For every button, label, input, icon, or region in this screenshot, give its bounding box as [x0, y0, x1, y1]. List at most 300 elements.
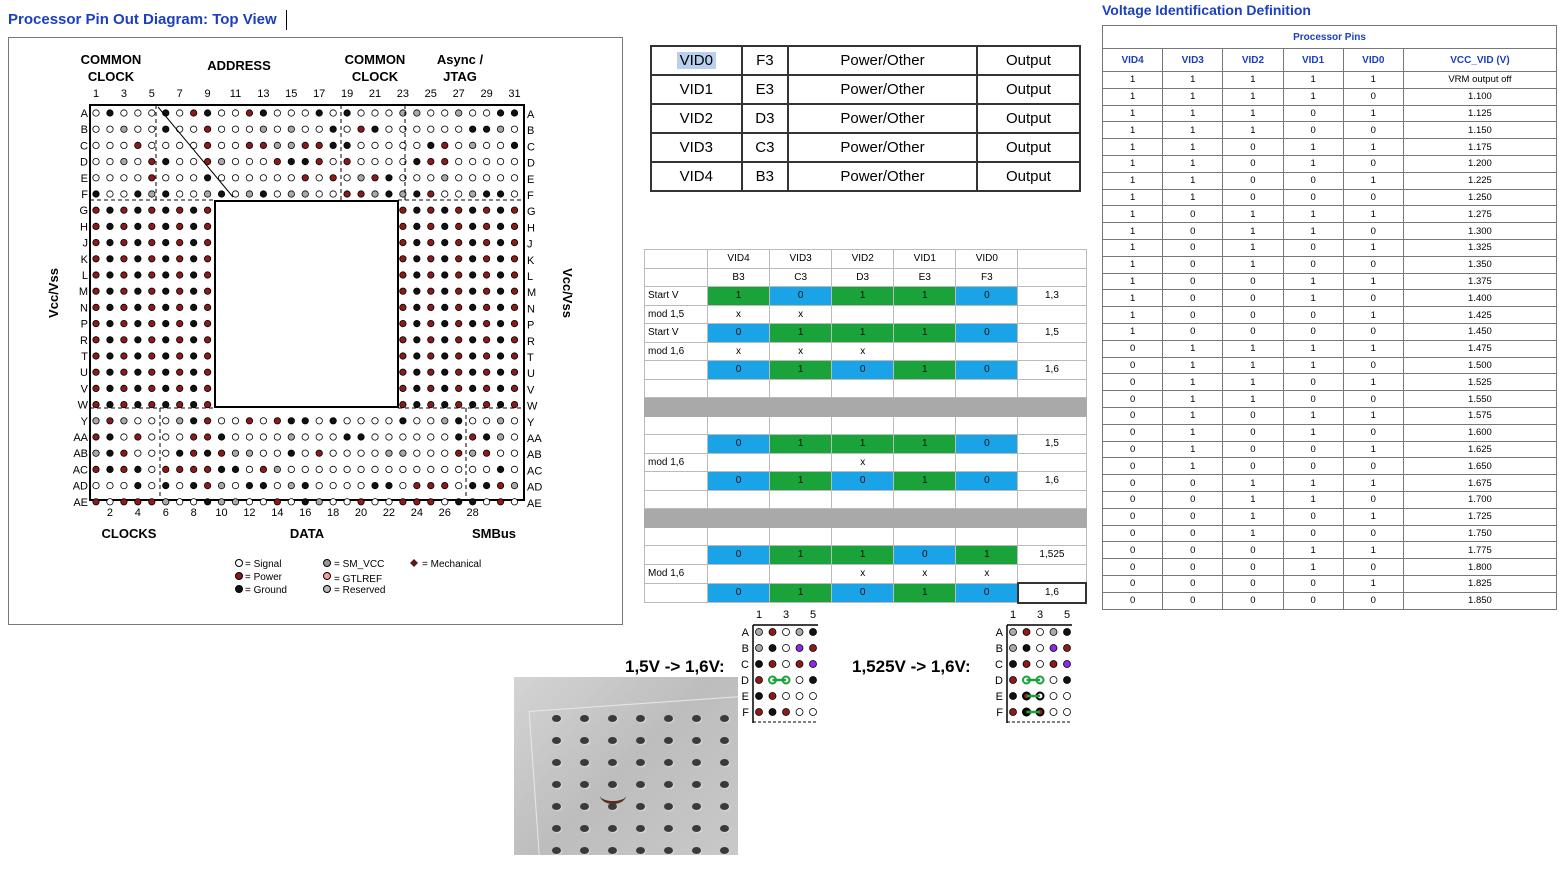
pin: [302, 110, 308, 116]
socket-hole: [608, 737, 617, 744]
pin: [232, 434, 238, 440]
mini-pin: [1037, 661, 1044, 668]
pin: [302, 191, 308, 197]
mini-row-label: C: [741, 659, 749, 671]
mod-row: [645, 564, 1087, 583]
mini-pin: [756, 629, 763, 636]
mod-cell: B3: [708, 268, 770, 287]
pin: [456, 142, 462, 148]
pin: [177, 175, 183, 181]
diagonal-marker: [158, 107, 233, 197]
pin: [469, 223, 475, 229]
pin: [400, 434, 406, 440]
row-label: E: [80, 172, 88, 185]
column-number: 28: [466, 507, 479, 519]
bottom-column-numbers: [107, 507, 479, 519]
vid-def-cell: 1: [1223, 105, 1283, 122]
vid-pin-cell: VID1: [651, 75, 742, 104]
mod-cell: 0: [956, 287, 1018, 306]
pin: [135, 450, 141, 456]
vid-def-row: [1103, 72, 1557, 89]
pin: [414, 223, 420, 229]
pin: [163, 207, 169, 213]
mod-cell: [894, 305, 956, 324]
mod-cell: x: [770, 305, 832, 324]
vid-def-cell: 1: [1343, 340, 1403, 357]
vid-def-row: [1103, 491, 1557, 508]
column-number: 26: [438, 507, 451, 519]
pin: [288, 482, 294, 488]
pin: [177, 369, 183, 375]
pin: [428, 142, 434, 148]
vid-def-row: [1103, 592, 1557, 609]
vid-pin-cell: D3: [742, 104, 788, 133]
pin: [163, 320, 169, 326]
socket-hole: [580, 715, 589, 722]
vid-def-cell: 1: [1283, 491, 1343, 508]
pin: [274, 191, 280, 197]
mod-cell: 1: [894, 287, 956, 306]
vid-def-cell: 0: [1223, 172, 1283, 189]
vid-def-cell: 1.625: [1403, 441, 1556, 458]
mod-cell: [832, 527, 894, 546]
pin: [121, 499, 127, 505]
vid-def-cell: 0: [1103, 357, 1163, 374]
vid-def-header: VID0: [1343, 49, 1403, 72]
mod-cell: [956, 342, 1018, 361]
vid-def-cell: 1.800: [1403, 559, 1556, 576]
pin: [93, 385, 99, 391]
vid-def-cell: 0: [1223, 307, 1283, 324]
pin: [428, 499, 434, 505]
pin: [107, 207, 113, 213]
vid-def-cell: 1.650: [1403, 458, 1556, 475]
pin: [511, 418, 517, 424]
mini-col-label: 3: [1036, 609, 1044, 621]
mod-cell: 1,5: [1018, 435, 1086, 454]
pin: [135, 207, 141, 213]
pin: [232, 126, 238, 132]
vid-def-cell: 1.475: [1403, 340, 1556, 357]
socket-hole: [692, 781, 701, 788]
vid-def-cell: 0: [1223, 424, 1283, 441]
mod-cell: [770, 527, 832, 546]
pin: [386, 482, 392, 488]
column-number: 18: [327, 507, 340, 519]
pin: [400, 401, 406, 407]
pin: [414, 158, 420, 164]
pin: [135, 288, 141, 294]
mini-pin: [810, 677, 817, 684]
mini-row-label: A: [741, 627, 749, 639]
vid-def-row: [1103, 88, 1557, 105]
pin: [414, 482, 420, 488]
pin: [135, 466, 141, 472]
column-number: 12: [243, 507, 256, 519]
mod-cell: mod 1,5: [645, 305, 708, 324]
pin: [121, 207, 127, 213]
mod-cell: 0: [956, 324, 1018, 343]
vid-def-cell: 1.175: [1403, 139, 1556, 156]
pin: [135, 499, 141, 505]
pin: [386, 418, 392, 424]
pin: [414, 126, 420, 132]
pin: [107, 450, 113, 456]
pin: [372, 482, 378, 488]
pin: [400, 223, 406, 229]
pin: [400, 466, 406, 472]
vid-def-cell: 1: [1223, 122, 1283, 139]
pin: [149, 158, 155, 164]
vid-def-cell: 1: [1103, 290, 1163, 307]
pin: [177, 353, 183, 359]
mod-cell: 0: [708, 583, 770, 603]
mini-pin: [1010, 661, 1017, 668]
vid-pin-row: [651, 162, 1080, 191]
pin: [428, 207, 434, 213]
vid-def-cell: 1: [1103, 122, 1163, 139]
vid-def-cell: 0: [1103, 592, 1163, 609]
pin: [177, 272, 183, 278]
mod-row: [645, 250, 1087, 269]
column-number: 11: [229, 88, 242, 100]
mini-pin: [769, 645, 776, 652]
vid-def-cell: 1: [1223, 357, 1283, 374]
pin: [358, 158, 364, 164]
vid-def-row: [1103, 575, 1557, 592]
pin: [204, 401, 210, 407]
pin: [246, 499, 252, 505]
vid-def-row: [1103, 559, 1557, 576]
pin: [316, 142, 322, 148]
mod-cell: 1: [708, 287, 770, 306]
pin: [483, 337, 489, 343]
mod-cell: 0: [708, 324, 770, 343]
row-label: L: [81, 270, 88, 282]
pin: [330, 499, 336, 505]
socket-hole: [720, 781, 729, 788]
socket-hole: [552, 715, 561, 722]
pin: [372, 142, 378, 148]
mod-cell: 1: [770, 583, 832, 603]
socket-hole: [580, 803, 589, 810]
vid-def-cell: 0: [1343, 88, 1403, 105]
pin: [483, 175, 489, 181]
pin: [316, 482, 322, 488]
pin: [190, 158, 196, 164]
row-label: G: [79, 205, 88, 218]
pin: [400, 418, 406, 424]
pin: [218, 434, 224, 440]
pin: [163, 499, 169, 505]
vid-def-cell: 0: [1283, 122, 1343, 139]
vid-def-cell: 1: [1163, 357, 1223, 374]
socket-hole: [608, 847, 617, 854]
vid-def-cell: 1: [1343, 374, 1403, 391]
pin: [511, 499, 517, 505]
pin: [107, 239, 113, 245]
pin: [414, 142, 420, 148]
group-label-common-clock-1: COMMON: [80, 52, 142, 67]
mini-pin: [810, 661, 817, 668]
pin: [483, 418, 489, 424]
vid-def-cell: 1.575: [1403, 407, 1556, 424]
pin: [149, 288, 155, 294]
pin: [400, 353, 406, 359]
vid-def-cell: 1: [1163, 172, 1223, 189]
pin: [204, 256, 210, 262]
pin: [456, 256, 462, 262]
pin: [204, 288, 210, 294]
mod-cell: [645, 435, 708, 454]
vid-def-cell: 0: [1163, 508, 1223, 525]
column-number: 8: [190, 507, 197, 519]
pin: [497, 482, 503, 488]
mod-cell: x: [832, 564, 894, 583]
mod-cell: [956, 453, 1018, 472]
mini-pin: [1023, 645, 1030, 652]
mod-cell: [645, 490, 708, 509]
pin: [204, 353, 210, 359]
vid-def-cell: 0: [1103, 340, 1163, 357]
pin: [358, 466, 364, 472]
mod-row: [645, 416, 1087, 435]
pin: [497, 304, 503, 310]
vid-def-cell: 0: [1163, 256, 1223, 273]
socket-hole: [608, 803, 617, 810]
pin: [135, 369, 141, 375]
pin: [107, 482, 113, 488]
socket-hole: [692, 715, 701, 722]
vid-def-cell: 0: [1343, 391, 1403, 408]
mini-pin-diagram-1: [740, 605, 820, 725]
mini-pin: [769, 693, 776, 700]
mini-pin: [1050, 629, 1057, 636]
vid-def-row: [1103, 542, 1557, 559]
pin: [107, 401, 113, 407]
vid-def-cell: 0: [1283, 592, 1343, 609]
mini-pin: [796, 645, 803, 652]
mod-row: [645, 305, 1087, 324]
vid-def-cell: 0: [1223, 407, 1283, 424]
mod-cell: [708, 564, 770, 583]
mod-cell: 0: [708, 361, 770, 380]
mod-cell: [894, 453, 956, 472]
vid-pin-row: [651, 104, 1080, 133]
pin: [511, 353, 517, 359]
vid-def-cell: 1: [1103, 172, 1163, 189]
vid-def-cell: 0: [1103, 542, 1163, 559]
mod-cell: x: [708, 342, 770, 361]
pin: [93, 337, 99, 343]
vid-def-cell: 1: [1283, 88, 1343, 105]
mod-cell: 1,6: [1018, 472, 1086, 491]
mini-pin: [1050, 693, 1057, 700]
pin: [177, 142, 183, 148]
vid-def-cell: 0: [1283, 508, 1343, 525]
pin: [260, 175, 266, 181]
row-label: T: [81, 351, 88, 363]
pin: [135, 256, 141, 262]
column-number: 21: [368, 88, 382, 100]
pin: [121, 418, 127, 424]
pin: [190, 418, 196, 424]
pin: [400, 272, 406, 278]
mod-row: [645, 546, 1087, 565]
pin: [428, 337, 434, 343]
mod-cell: 0: [956, 435, 1018, 454]
vid-def-cell: 1: [1343, 139, 1403, 156]
mod-cell: x: [832, 342, 894, 361]
pin: [177, 482, 183, 488]
pin: [428, 385, 434, 391]
pin: [204, 191, 210, 197]
pin: [483, 401, 489, 407]
pin: [469, 142, 475, 148]
pin: [497, 126, 503, 132]
pin: [107, 499, 113, 505]
vid-def-cell: 1: [1343, 307, 1403, 324]
vid-def-cell: 0: [1163, 491, 1223, 508]
pin: [177, 158, 183, 164]
vid-def-cell: 1: [1223, 374, 1283, 391]
mod-cell: C3: [770, 268, 832, 287]
pin: [177, 191, 183, 197]
pin: [107, 337, 113, 343]
socket-hole: [580, 781, 589, 788]
socket-hole: [692, 847, 701, 854]
vid-pin-table: [650, 45, 1081, 192]
pin: [330, 418, 336, 424]
pin: [483, 434, 489, 440]
pin: [469, 418, 475, 424]
vid-pin-cell: Output: [977, 104, 1080, 133]
pin: [163, 369, 169, 375]
pin: [246, 110, 252, 116]
pin: [246, 418, 252, 424]
pin: [163, 434, 169, 440]
pin: [400, 304, 406, 310]
pin: [483, 369, 489, 375]
pin: [428, 434, 434, 440]
pin: [190, 499, 196, 505]
mini-row-label: E: [741, 691, 749, 703]
pin: [135, 353, 141, 359]
mod-cell: [832, 490, 894, 509]
vid-def-cell: 0: [1103, 407, 1163, 424]
pin: [121, 337, 127, 343]
socket-hole: [664, 759, 673, 766]
mod-cell: [645, 361, 708, 380]
mod-cell: [894, 416, 956, 435]
vid-def-cell: 1: [1103, 155, 1163, 172]
vid-def-cell: 0: [1223, 458, 1283, 475]
row-label: R: [527, 335, 535, 348]
pin: [386, 158, 392, 164]
vid-def-row: [1103, 290, 1557, 307]
column-number: 6: [162, 507, 169, 519]
vid-def-header: VID3: [1163, 49, 1223, 72]
pin: [358, 191, 364, 197]
socket-hole: [552, 803, 561, 810]
group-label-async-jtag: Async /: [436, 52, 484, 67]
vid-def-cell: 1: [1223, 206, 1283, 223]
pin: [177, 304, 183, 310]
mod-cell: D3: [832, 268, 894, 287]
pin: [400, 256, 406, 262]
mod-cell: [894, 379, 956, 398]
pin: [288, 418, 294, 424]
processor-pins-header: Processor Pins: [1103, 26, 1557, 49]
pin: [358, 175, 364, 181]
pin: [232, 499, 238, 505]
mod-cell: Start V: [645, 287, 708, 306]
row-label: AD: [527, 481, 543, 494]
vid-def-row: [1103, 458, 1557, 475]
pin: [190, 288, 196, 294]
vid-def-cell: 0: [1223, 139, 1283, 156]
vid-def-row: [1103, 323, 1557, 340]
mini-pin: [1064, 709, 1071, 716]
vid-def-cell: 0: [1103, 475, 1163, 492]
pin: [204, 369, 210, 375]
pin: [204, 385, 210, 391]
pin: [135, 272, 141, 278]
pin: [497, 337, 503, 343]
vid-def-cell: 1: [1343, 575, 1403, 592]
pin: [456, 401, 462, 407]
pin: [358, 450, 364, 456]
pin: [442, 158, 448, 164]
pin: [372, 126, 378, 132]
pin: [386, 499, 392, 505]
mod-cell: [956, 527, 1018, 546]
pin: [497, 320, 503, 326]
mod-cell: [645, 583, 708, 603]
pin: [344, 466, 350, 472]
vid-def-row: [1103, 424, 1557, 441]
pin: [497, 207, 503, 213]
mini-pin: [1037, 645, 1044, 652]
pin: [483, 207, 489, 213]
pin: [344, 482, 350, 488]
pin: [190, 304, 196, 310]
pin: [442, 191, 448, 197]
pin: [93, 207, 99, 213]
pin: [386, 110, 392, 116]
mini-pin: [756, 661, 763, 668]
vid-def-row: [1103, 307, 1557, 324]
mini-pin: [810, 709, 817, 716]
pin: [400, 239, 406, 245]
pin: [414, 450, 420, 456]
pin: [107, 434, 113, 440]
pin: [483, 466, 489, 472]
vid-pin-cell: Power/Other: [788, 104, 977, 133]
mod-cell: 0: [832, 583, 894, 603]
pin: [302, 434, 308, 440]
pin: [442, 304, 448, 310]
mod-cell: [645, 398, 708, 417]
vid-def-cell: 0: [1283, 189, 1343, 206]
pin: [288, 142, 294, 148]
pin: [177, 385, 183, 391]
group-label-data: DATA: [289, 526, 325, 541]
pin: [414, 191, 420, 197]
pin: [386, 175, 392, 181]
pin: [469, 207, 475, 213]
vid-def-cell: 0: [1163, 525, 1223, 542]
